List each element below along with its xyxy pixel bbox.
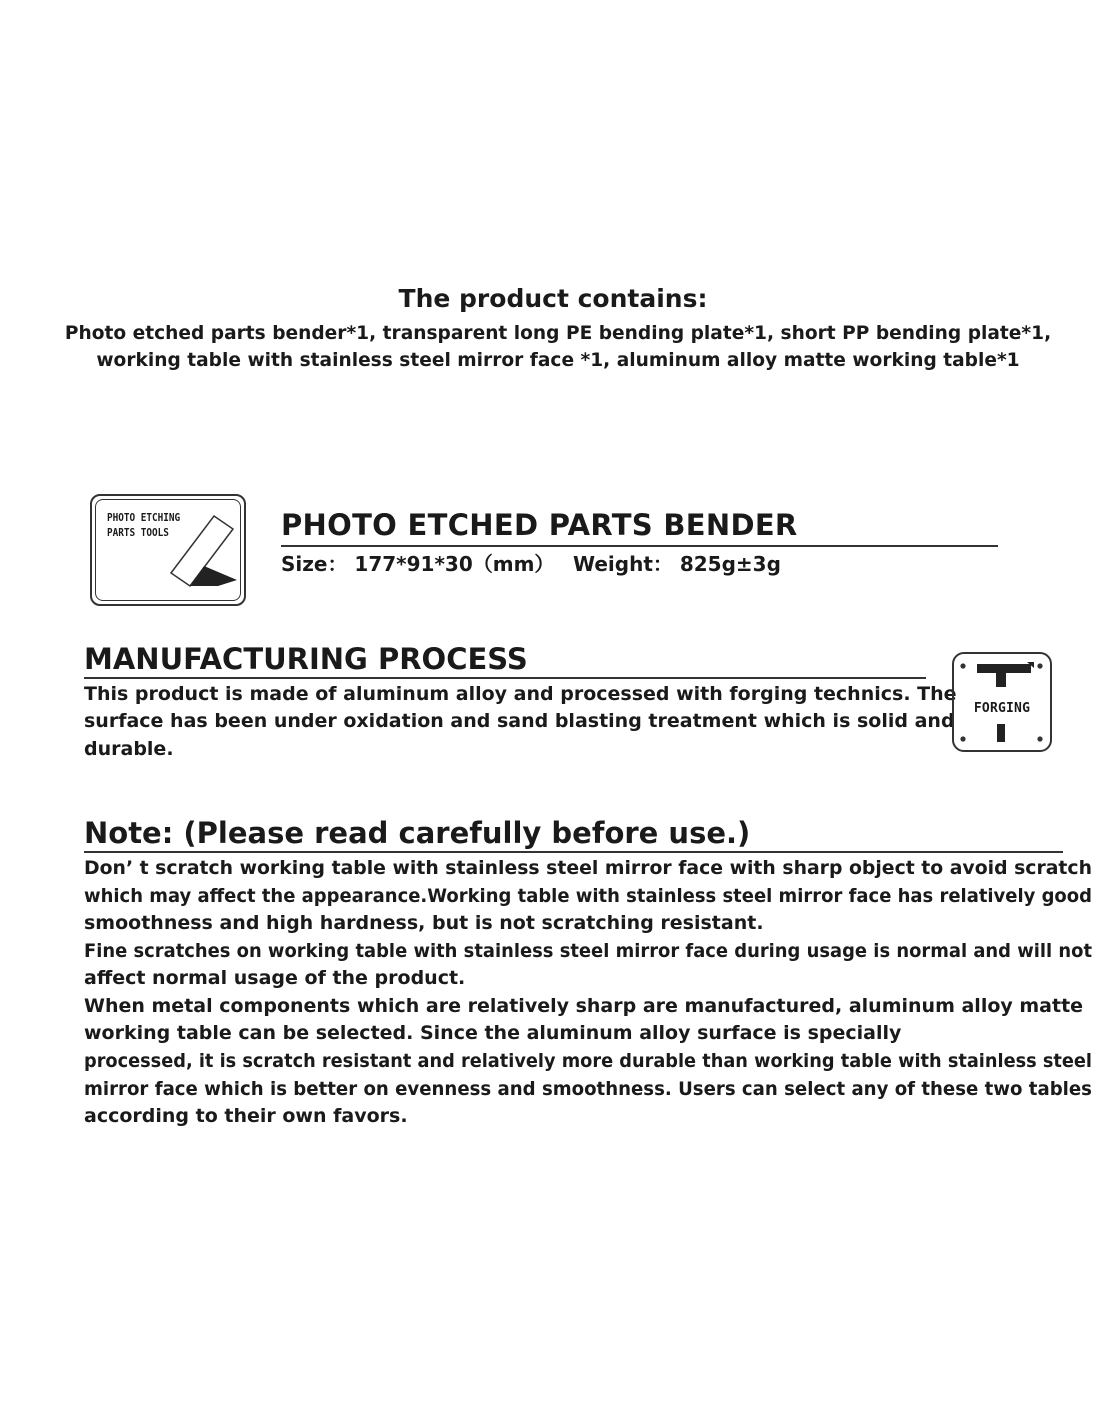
note-line-4: Fine scratches on working table with stainless steel mirror face during usage is normal and will not (84, 940, 1093, 962)
forging-label: FORGING (973, 701, 1031, 716)
bender-title-rule (281, 545, 998, 547)
bender-size: Size： 177*91*30（mm） (281, 552, 555, 576)
bender-blade-icon (92, 496, 248, 608)
note-line-9: mirror face which is better on evenness and smoothness. Users can select any of these two tables (84, 1078, 1092, 1100)
note-line-6: When metal components which are relatively sharp are manufactured, aluminum alloy matte (84, 995, 1084, 1017)
forging-badge-icon (952, 652, 1052, 752)
note-line-8: processed, it is scratch resistant and relatively more durable than working table with stainless steel (84, 1050, 1093, 1072)
manufacturing-title-rule (84, 677, 926, 679)
product-contains-title: The product contains: (398, 284, 708, 313)
manufacturing-line-2: surface has been under oxidation and sand blasting treatment which is solid and (84, 710, 955, 732)
note-line-3: smoothness and high hardness, but is not scratching resistant. (84, 912, 764, 934)
manufacturing-line-3: durable. (84, 738, 174, 760)
icon-label-line-1: PHOTO ETCHING (107, 511, 181, 524)
bender-weight: Weight： 825g±3g (573, 552, 781, 576)
note-line-10: according to their own favors. (84, 1105, 408, 1127)
note-line-7: working table can be selected. Since the aluminum alloy surface is specially (84, 1022, 902, 1044)
note-line-2: which may affect the appearance.Working table with stainless steel mirror face has relatively good (84, 885, 1092, 907)
photo-etching-parts-tools-icon (90, 494, 246, 606)
manufacturing-line-1: This product is made of aluminum alloy and processed with forging technics. The (84, 683, 957, 705)
note-line-1: Don’ t scratch working table with stainless steel mirror face with sharp object to avoid scratch (84, 857, 1092, 879)
note-title: Note: (Please read carefully before use.) (84, 816, 751, 850)
manufacturing-title: MANUFACTURING PROCESS (84, 642, 528, 676)
bender-title: PHOTO ETCHED PARTS BENDER (281, 508, 798, 542)
note-title-rule (84, 851, 1063, 853)
note-line-5: affect normal usage of the product. (84, 967, 466, 989)
product-contains-line-2: working table with stainless steel mirror face *1, aluminum alloy matte working table*1 (96, 349, 1020, 371)
product-contains-line-1: Photo etched parts bender*1, transparent long PE bending plate*1, short PP bending plate*1, (64, 322, 1052, 344)
icon-label-line-2: PARTS TOOLS (107, 526, 169, 539)
